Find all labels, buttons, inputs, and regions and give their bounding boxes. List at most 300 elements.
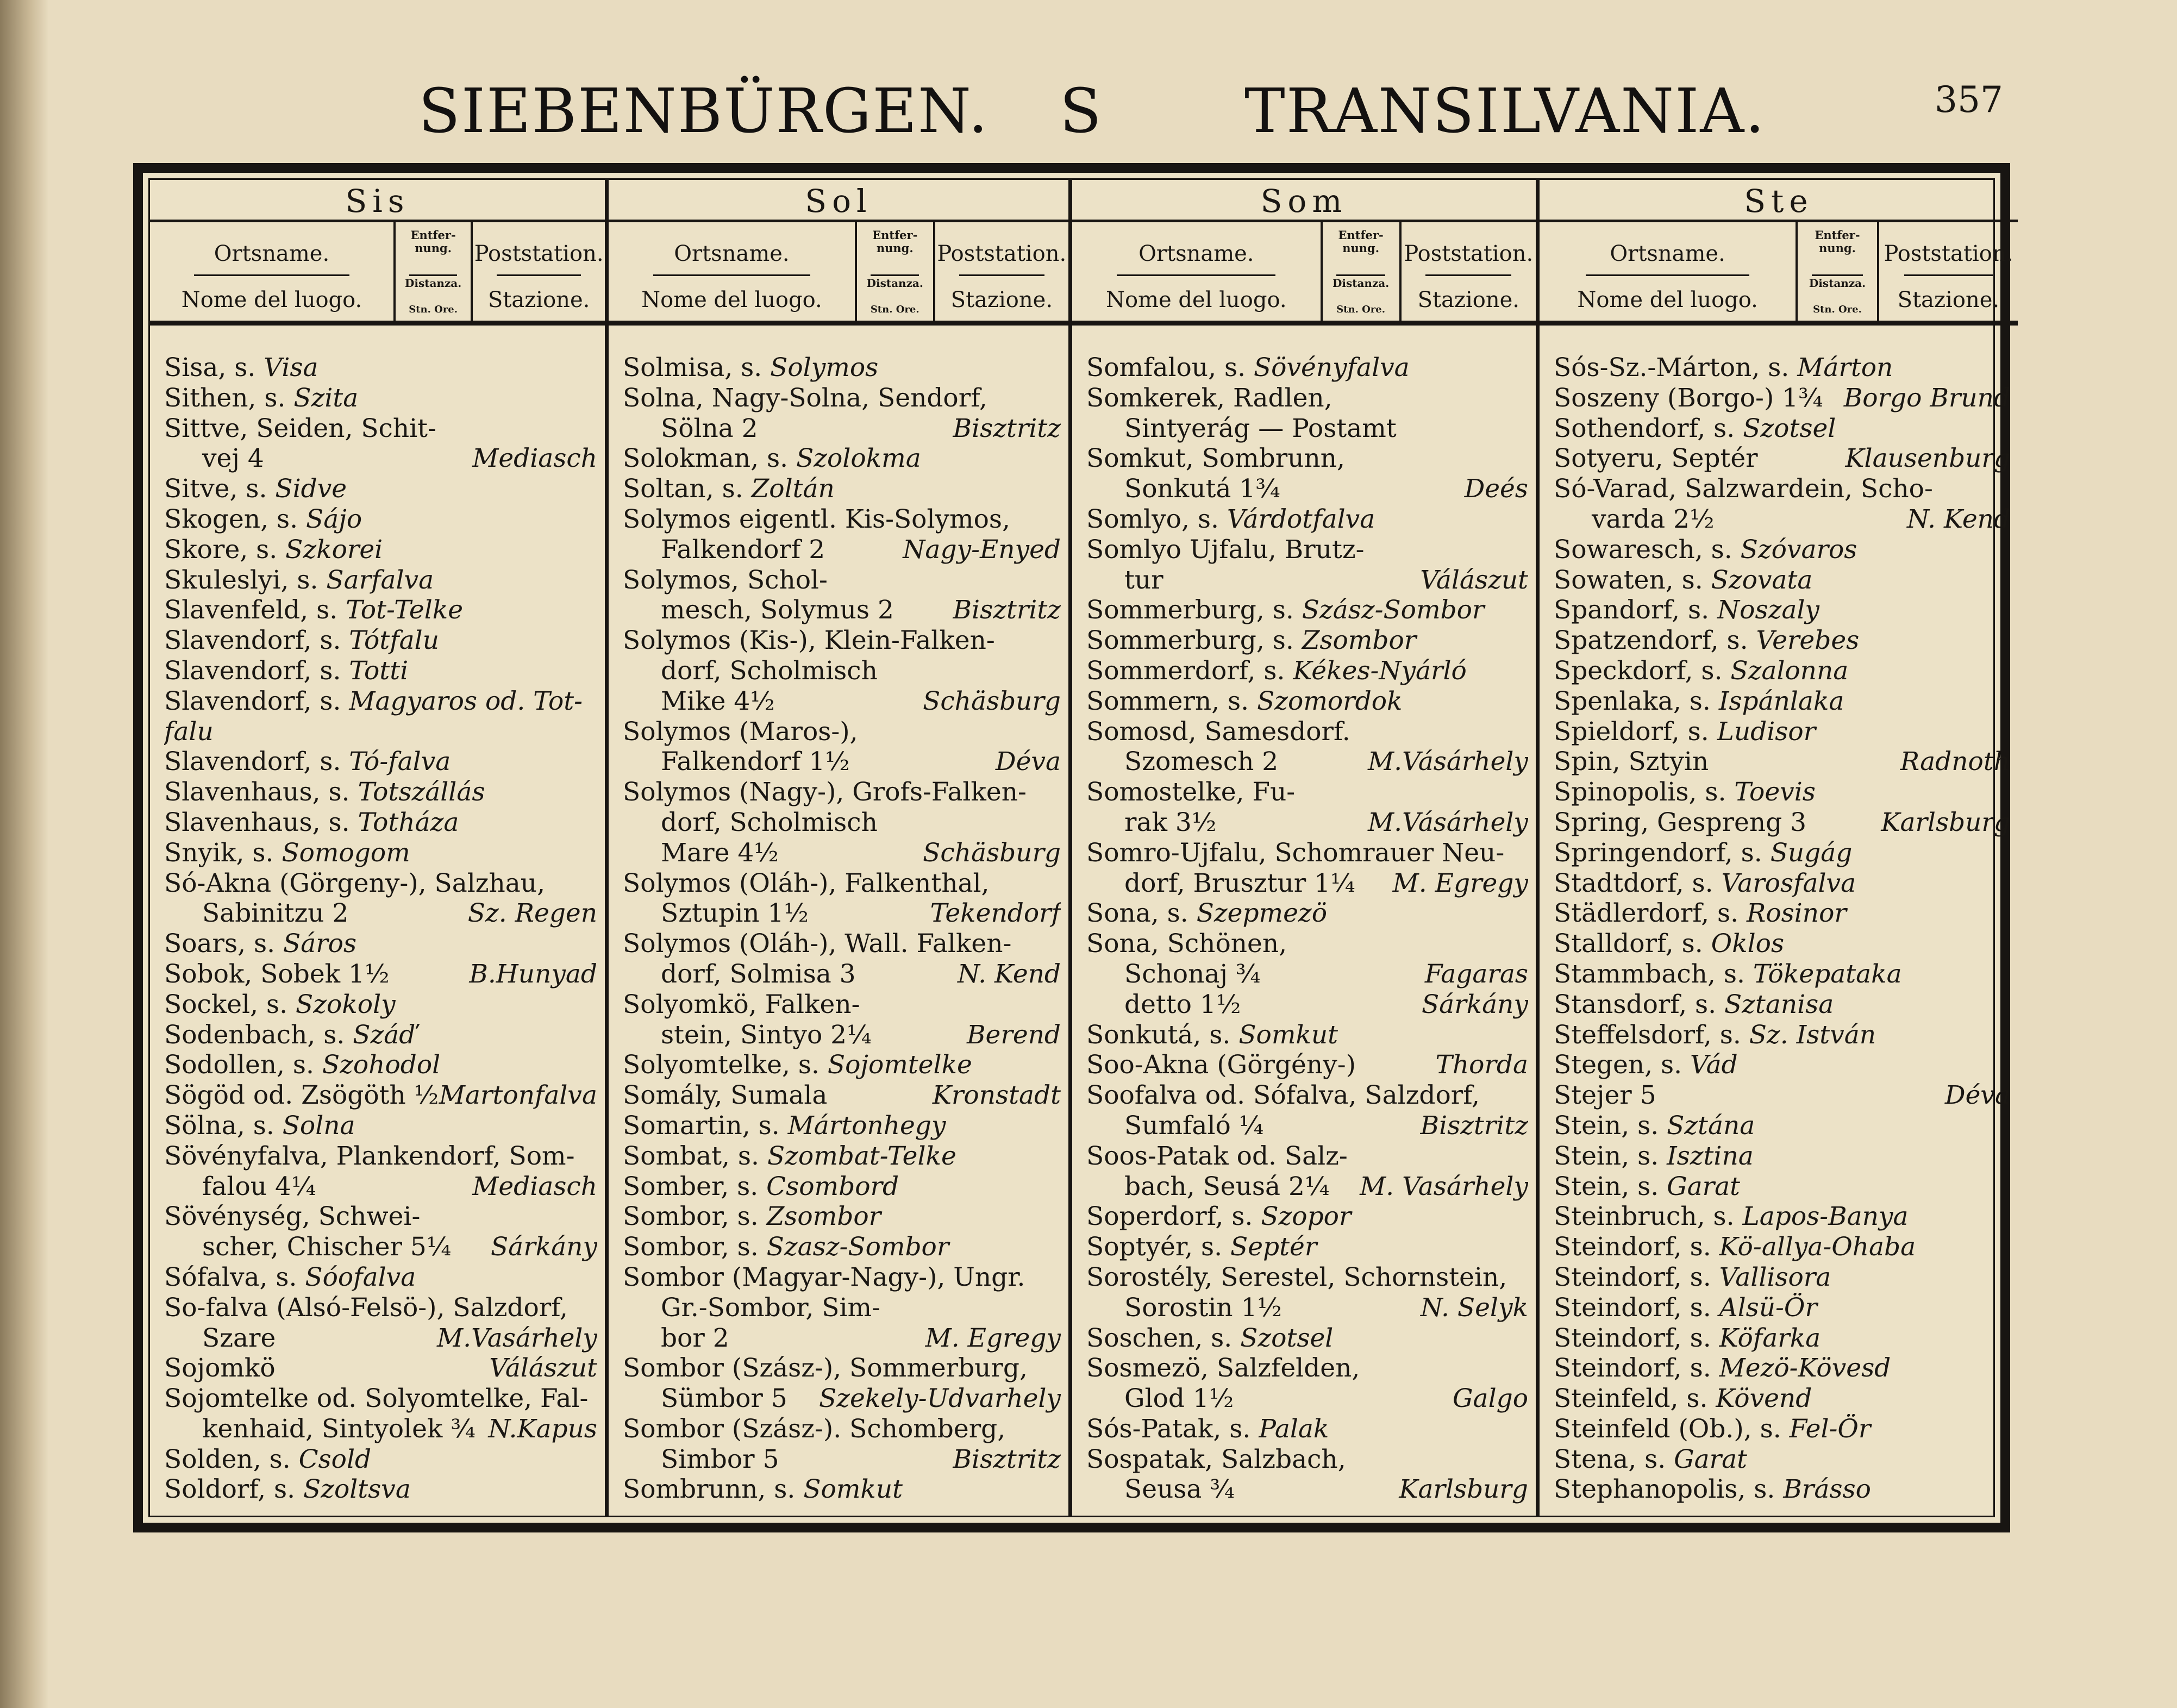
entry-text: Slavenhaus, s. xyxy=(164,777,350,808)
entry-reference: Tot-Telke xyxy=(346,595,464,625)
entry-text: Mike 4½ xyxy=(661,686,775,716)
header-divider xyxy=(871,274,919,276)
header-distance xyxy=(1798,222,1879,321)
gazetteer-entry xyxy=(1086,443,1528,474)
entry-text: Spinopolis, s. xyxy=(1554,777,1726,808)
gazetteer-entry xyxy=(164,504,597,535)
entry-reference: Tótfalu xyxy=(349,625,439,656)
gazetteer-entry xyxy=(623,1141,1061,1172)
header-name-it: Nome del luogo. xyxy=(641,287,822,312)
entry-text: Sós-Patak, s. xyxy=(1086,1413,1251,1444)
entry-station: Bisztritz xyxy=(953,413,1061,443)
gazetteer-entry xyxy=(1554,1232,2010,1262)
gazetteer-entry xyxy=(164,474,597,504)
entry-text: Sowaten, s. xyxy=(1554,565,1703,595)
entry-reference: Szász-Sombor xyxy=(1302,595,1485,625)
entry-text: Sombor, s. xyxy=(623,1232,759,1262)
entry-text: Sockel, s. xyxy=(164,989,288,1019)
entry-reference: Tökepataka xyxy=(1753,959,1902,989)
gazetteer-entry xyxy=(1554,1353,2010,1384)
entry-text: Spandorf, s. xyxy=(1554,595,1710,625)
gazetteer-entry xyxy=(1554,777,2010,808)
entry-text: Sonkutá 1¾ xyxy=(1124,474,1280,504)
entry-text: dorf, Brusztur 1¼ xyxy=(1124,868,1355,898)
gazetteer-entry xyxy=(623,1080,1061,1111)
entry-reference: Somkut xyxy=(1238,1019,1338,1050)
entry-reference: Sidve xyxy=(275,474,347,504)
header-post-station xyxy=(1879,222,2018,321)
entry-reference: Márton xyxy=(1797,353,1893,383)
entry-text: Sombrunn, s. xyxy=(623,1474,796,1505)
header-divider xyxy=(1586,274,1750,276)
entry-text: Steindorf, s. xyxy=(1554,1323,1711,1353)
gazetteer-entry xyxy=(164,1050,597,1080)
header-post-station xyxy=(935,222,1068,321)
column-title: Som xyxy=(1072,180,1536,222)
entry-text: Somartin, s. xyxy=(623,1110,780,1141)
entry-station: Déva xyxy=(995,747,1061,777)
gazetteer-entry xyxy=(1086,1384,1528,1414)
table-inner-border xyxy=(148,178,2013,1517)
header-dist-it: Distanza. xyxy=(405,277,462,290)
entry-text: Szomesch 2 xyxy=(1124,747,1279,777)
gazetteer-entry xyxy=(623,535,1061,565)
column-title: Sis xyxy=(150,180,605,222)
entry-text: Somosd, Samesdorf. xyxy=(1086,716,1350,747)
gazetteer-entry xyxy=(164,777,597,808)
header-name-it: Nome del luogo. xyxy=(181,287,362,312)
entry-station: Bisztritz xyxy=(953,1444,1061,1474)
entry-text: Sós-Sz.-Márton, s. xyxy=(1554,353,1790,383)
gazetteer-entry xyxy=(1554,625,2010,656)
gazetteer-entry xyxy=(164,1172,597,1202)
gazetteer-entry xyxy=(1554,929,2010,959)
entry-reference: Zsombor xyxy=(1302,625,1417,656)
entry-text: Slavenfeld, s. xyxy=(164,595,338,625)
entry-reference: Szotsel xyxy=(1240,1323,1334,1353)
entry-text: Sonkutá, s. xyxy=(1086,1019,1231,1050)
entry-text: Sombor, s. xyxy=(623,1202,759,1232)
gazetteer-entry xyxy=(1554,474,2010,504)
gazetteer-entry xyxy=(1086,1172,1528,1202)
entry-text: Sombat, s. xyxy=(623,1141,759,1171)
column-header xyxy=(150,222,605,326)
entry-text: Solymos (Nagy-), Grofs-Falken- xyxy=(623,777,1027,808)
entry-reference: Szolokma xyxy=(796,443,921,474)
entry-text: Steinfeld (Ob.), s. xyxy=(1554,1413,1781,1444)
gazetteer-entry xyxy=(623,747,1061,777)
column-header xyxy=(1540,222,2018,326)
entry-reference: Tó-falva xyxy=(349,747,451,777)
entry-text: Só-Akna (Görgeny-), Salzhau, xyxy=(164,868,546,898)
header-dist-de: Entfer- nung. xyxy=(1815,228,1860,255)
header-distance xyxy=(1323,222,1402,321)
gazetteer-entry xyxy=(1554,1080,2010,1111)
entry-text: Sabinitzu 2 xyxy=(202,898,349,929)
entry-list xyxy=(150,326,605,1505)
entry-text: Sisa, s. xyxy=(164,353,256,383)
entry-reference: Noszaly xyxy=(1717,595,1819,625)
gazetteer-entry xyxy=(1086,1414,1528,1444)
gazetteer-entry xyxy=(1554,1323,2010,1354)
gazetteer-entry xyxy=(164,1353,597,1384)
gazetteer-entry xyxy=(164,990,597,1020)
book-gutter-shadow xyxy=(0,0,49,1708)
gazetteer-entry xyxy=(1554,656,2010,686)
entry-reference: Totti xyxy=(349,655,409,686)
entry-text: Sojomtelke od. Solyomtelke, Fal- xyxy=(164,1384,589,1414)
entry-text: Stalldorf, s. xyxy=(1554,929,1703,959)
header-post-de: Poststation. xyxy=(1404,241,1534,266)
gazetteer-entry xyxy=(1554,959,2010,990)
gazetteer-entry xyxy=(1554,1020,2010,1050)
entry-station: Déva xyxy=(1944,1080,2010,1111)
header-title-german: SIEBENBÜRGEN. xyxy=(418,76,989,147)
gazetteer-entry xyxy=(1554,595,2010,625)
entry-reference: Garat xyxy=(1674,1444,1748,1474)
entry-text: Solden, s. xyxy=(164,1444,291,1474)
gazetteer-column-sis xyxy=(150,180,605,1516)
gazetteer-entry xyxy=(623,959,1061,990)
entry-reference: Szokoly xyxy=(296,989,396,1019)
gazetteer-entry xyxy=(623,353,1061,383)
gazetteer-entry xyxy=(1554,1111,2010,1141)
header-divider xyxy=(959,274,1044,276)
gazetteer-entry xyxy=(1554,383,2010,414)
entry-text: Sófalva, s. xyxy=(164,1262,297,1292)
entry-text: falou 4¼ xyxy=(202,1171,316,1202)
gazetteer-entry xyxy=(1086,656,1528,686)
gazetteer-entry xyxy=(1554,1293,2010,1323)
gazetteer-entry xyxy=(623,686,1061,717)
entry-text: Soptyér, s. xyxy=(1086,1232,1223,1262)
entry-text: Spin, Sztyin xyxy=(1554,747,1709,777)
entry-reference: Ludisor xyxy=(1717,716,1816,747)
entry-text: Somkut, Sombrunn, xyxy=(1086,443,1345,474)
column-title: Ste xyxy=(1540,180,2018,222)
entry-text: Soszeny (Borgo-) 1¾ xyxy=(1554,383,1823,413)
gazetteer-entry xyxy=(164,717,597,747)
entry-text: Sommern, s. xyxy=(1086,686,1249,716)
entry-station: Bisztritz xyxy=(1420,1110,1528,1141)
gazetteer-entry xyxy=(1554,535,2010,565)
entry-reference: Sugág xyxy=(1770,837,1853,868)
entry-text: Sintyerág — Postamt xyxy=(1124,413,1397,443)
entry-reference: Isztina xyxy=(1667,1141,1754,1171)
entry-reference: Kékes-Nyárló xyxy=(1293,655,1467,686)
gazetteer-entry xyxy=(1086,625,1528,656)
entry-list xyxy=(1540,326,2018,1505)
entry-text: Stammbach, s. xyxy=(1554,959,1745,989)
gazetteer-entry xyxy=(1554,565,2010,596)
entry-reference: Somkut xyxy=(803,1474,903,1505)
entry-text: Steindorf, s. xyxy=(1554,1232,1711,1262)
entry-text: Slavenhaus, s. xyxy=(164,807,350,837)
entry-text: Soltan, s. xyxy=(623,474,743,504)
header-name-it: Nome del luogo. xyxy=(1106,287,1287,312)
entry-text: Glod 1½ xyxy=(1124,1384,1234,1414)
entry-text: Sithen, s. xyxy=(164,383,286,413)
gazetteer-entry xyxy=(623,717,1061,747)
gazetteer-entry xyxy=(1086,959,1528,990)
header-name-de: Ortsname. xyxy=(1138,241,1254,266)
gazetteer-entry xyxy=(623,656,1061,686)
entry-station: Sárkány xyxy=(490,1232,597,1262)
gazetteer-entry xyxy=(164,383,597,414)
gazetteer-entry xyxy=(623,383,1061,414)
entry-reference: Totszállás xyxy=(358,777,485,808)
gazetteer-entry xyxy=(623,504,1061,535)
gazetteer-entry xyxy=(1086,383,1528,414)
header-post-de: Poststation. xyxy=(1884,241,2013,266)
gazetteer-entry xyxy=(1554,1384,2010,1414)
gazetteer-entry xyxy=(164,868,597,899)
gazetteer-entry xyxy=(164,1111,597,1141)
entry-text: Stein, s. xyxy=(1554,1141,1659,1171)
entry-text: Stein, s. xyxy=(1554,1171,1659,1202)
entry-text: Snyik, s. xyxy=(164,837,274,868)
gazetteer-entry xyxy=(623,1353,1061,1384)
gazetteer-entry xyxy=(164,1384,597,1414)
entry-text: bach, Seusá 2¼ xyxy=(1124,1171,1330,1202)
entry-station: Tekendorf xyxy=(930,898,1061,929)
entry-text: Falkendorf 1½ xyxy=(661,747,850,777)
gazetteer-entry xyxy=(164,959,597,990)
entry-text: Falkendorf 2 xyxy=(661,534,825,565)
gazetteer-column-ste xyxy=(1536,180,2018,1516)
gazetteer-entry xyxy=(623,1050,1061,1080)
entry-station: Berend xyxy=(967,1019,1061,1050)
entry-station: Válászut xyxy=(1420,565,1528,595)
entry-reference: Somogom xyxy=(281,837,410,868)
entry-station: Deés xyxy=(1464,474,1528,504)
entry-text: Spatzendorf, s. xyxy=(1554,625,1748,656)
entry-text: Sowaresch, s. xyxy=(1554,534,1732,565)
entry-text: Solokman, s. xyxy=(623,443,789,474)
entry-text: Somostelke, Fu- xyxy=(1086,777,1296,808)
entry-reference: Mezö-Kövesd xyxy=(1719,1353,1891,1384)
entry-text: Sorostély, Serestel, Schornstein, xyxy=(1086,1262,1507,1292)
gazetteer-entry xyxy=(623,443,1061,474)
entry-reference: Zoltán xyxy=(751,474,835,504)
gazetteer-entry xyxy=(164,565,597,596)
gazetteer-column-sol xyxy=(605,180,1068,1516)
entry-reference: Sarfalva xyxy=(326,565,434,595)
header-distance xyxy=(396,222,473,321)
gazetteer-entry xyxy=(1086,1293,1528,1323)
gazetteer-entry xyxy=(623,625,1061,656)
header-dist-it: Distanza. xyxy=(1809,277,1866,290)
gazetteer-entry xyxy=(1554,1262,2010,1293)
gazetteer-entry xyxy=(623,990,1061,1020)
entry-station: M.Vásárhely xyxy=(1368,807,1528,837)
header-title-italian: TRANSILVANIA. xyxy=(1244,76,1766,147)
gazetteer-entry xyxy=(623,565,1061,596)
entry-reference: Szohodol xyxy=(322,1050,441,1080)
entry-reference: Szoltsva xyxy=(303,1474,411,1505)
gazetteer-entry xyxy=(1086,595,1528,625)
gazetteer-entry xyxy=(623,929,1061,959)
gazetteer-entry xyxy=(1086,777,1528,808)
gazetteer-entry xyxy=(1086,1080,1528,1111)
gazetteer-entry xyxy=(623,1414,1061,1444)
gazetteer-entry xyxy=(1086,535,1528,565)
column-header xyxy=(1072,222,1536,326)
gazetteer-entry xyxy=(164,838,597,868)
gazetteer-column-som xyxy=(1068,180,1536,1516)
entry-reference: Kö-allya-Ohaba xyxy=(1719,1232,1916,1262)
entry-station: Kronstadt xyxy=(932,1080,1061,1111)
entry-text: tur xyxy=(1124,565,1163,595)
entry-text: Solymos (Kis-), Klein-Falken- xyxy=(623,625,995,656)
header-place-name xyxy=(1540,222,1798,321)
entry-text: Somfalou, s. xyxy=(1086,353,1246,383)
entry-reference: Rosinor xyxy=(1746,898,1847,929)
entry-text: Steindorf, s. xyxy=(1554,1292,1711,1323)
entry-text: dorf, Scholmisch xyxy=(661,807,878,837)
entry-reference: Zsombor xyxy=(766,1202,881,1232)
gazetteer-entry xyxy=(164,1444,597,1475)
gazetteer-entry xyxy=(1086,929,1528,959)
gazetteer-entry xyxy=(623,1232,1061,1262)
header-place-name xyxy=(1072,222,1323,321)
header-dist-unit: Stn. Ore. xyxy=(1813,304,1862,315)
entry-reference: Sáros xyxy=(283,929,357,959)
header-divider xyxy=(1812,274,1862,276)
gazetteer-entry xyxy=(1086,838,1528,868)
gazetteer-entry xyxy=(164,1080,597,1111)
entry-text: Stadtdorf, s. xyxy=(1554,868,1713,898)
gazetteer-entry xyxy=(164,1202,597,1232)
entry-station: Szekely-Udvarhely xyxy=(819,1384,1061,1414)
gazetteer-entry xyxy=(1086,1232,1528,1262)
entry-text: Sombor (Szász-), Sommerburg, xyxy=(623,1353,1028,1384)
entry-station: N. Kend xyxy=(957,959,1061,989)
gazetteer-entry xyxy=(623,595,1061,625)
entry-station: Schäsburg xyxy=(923,837,1061,868)
entry-text: Solymos, Schol- xyxy=(623,565,828,595)
entry-text: stein, Sintyo 2¼ xyxy=(661,1019,872,1050)
gazetteer-entry xyxy=(623,414,1061,444)
entry-reference: Sövényfalva xyxy=(1253,353,1410,383)
entry-text: Sztupin 1½ xyxy=(661,898,809,929)
entry-reference: Sóofalva xyxy=(305,1262,416,1292)
gazetteer-entry xyxy=(1086,1050,1528,1080)
entry-text: Soos-Patak od. Salz- xyxy=(1086,1141,1348,1171)
gazetteer-entry xyxy=(623,1444,1061,1475)
gazetteer-entry xyxy=(1554,808,2010,838)
entry-reference: Száď xyxy=(353,1019,416,1050)
header-dist-de: Entfer- nung. xyxy=(872,228,918,255)
header-post-de: Poststation. xyxy=(474,241,604,266)
entry-text: Städlerdorf, s. xyxy=(1554,898,1739,929)
entry-text: dorf, Solmisa 3 xyxy=(661,959,856,989)
entry-reference: Sztanisa xyxy=(1724,989,1834,1019)
column-title: Sol xyxy=(609,180,1068,222)
entry-text: Somály, Sumala xyxy=(623,1080,828,1111)
entry-text: Sögöd od. Zsögöth ½ xyxy=(164,1080,439,1111)
entry-reference: Szomordok xyxy=(1257,686,1403,716)
entry-text: Soldorf, s. xyxy=(164,1474,296,1505)
gazetteer-entry xyxy=(623,808,1061,838)
entry-reference: Garat xyxy=(1667,1171,1741,1202)
entry-text: Sövényfalva, Plankendorf, Som- xyxy=(164,1141,575,1171)
page-header xyxy=(0,65,2177,158)
entry-station: M. Vasárhely xyxy=(1360,1171,1528,1202)
entry-reference: Sájo xyxy=(306,504,362,534)
gazetteer-entry xyxy=(623,1111,1061,1141)
header-divider xyxy=(409,274,458,276)
entry-text: Springendorf, s. xyxy=(1554,837,1762,868)
header-divider xyxy=(194,274,350,276)
gazetteer-entry xyxy=(1554,443,2010,474)
entry-reference: Szkorei xyxy=(285,534,383,565)
gazetteer-entry xyxy=(1086,1141,1528,1172)
entry-text: Solymos (Maros-), xyxy=(623,716,858,747)
entry-text: Sommerburg, s. xyxy=(1086,595,1294,625)
entry-text: Sitve, s. xyxy=(164,474,267,504)
gazetteer-entry xyxy=(1086,504,1528,535)
entry-text: Skuleslyi, s. xyxy=(164,565,318,595)
header-name-de: Ortsname. xyxy=(214,241,330,266)
entry-text: rak 3½ xyxy=(1124,807,1217,837)
gazetteer-entry xyxy=(1554,1474,2010,1505)
column-header xyxy=(609,222,1068,326)
entry-reference: Mártonhegy xyxy=(787,1110,946,1141)
entry-list xyxy=(1072,326,1536,1505)
entry-text: Stegen, s. xyxy=(1554,1050,1682,1080)
gazetteer-entry xyxy=(623,1172,1061,1202)
entry-list xyxy=(609,326,1068,1505)
gazetteer-entry xyxy=(1086,1444,1528,1475)
entry-text: kenhaid, Sintyolek ¾ xyxy=(202,1413,476,1444)
entry-text: Speckdorf, s. xyxy=(1554,655,1723,686)
gazetteer-entry xyxy=(623,838,1061,868)
entry-station: Bisztritz xyxy=(953,595,1061,625)
entry-reference: Szombat-Telke xyxy=(767,1141,956,1171)
entry-text: Sorostin 1½ xyxy=(1124,1292,1282,1323)
entry-station: Karlsburg xyxy=(1881,807,2010,837)
entry-reference: Varosfalva xyxy=(1721,868,1856,898)
gazetteer-entry xyxy=(1086,717,1528,747)
entry-text: Sommerburg, s. xyxy=(1086,625,1294,656)
entry-reference: Csold xyxy=(298,1444,372,1474)
entry-station: Nagy-Enyed xyxy=(903,534,1061,565)
entry-text: Skogen, s. xyxy=(164,504,298,534)
entry-station: Sz. Regen xyxy=(467,898,597,929)
gazetteer-entry xyxy=(164,747,597,777)
entry-reference: Visa xyxy=(264,353,318,383)
entry-station: Mediasch xyxy=(472,443,597,474)
entry-text: Spring, Gespreng 3 xyxy=(1554,807,1807,837)
entry-station: Karlsburg xyxy=(1399,1474,1528,1505)
entry-station: Radnoth xyxy=(1900,747,2010,777)
entry-reference: Sojomtelke xyxy=(827,1050,972,1080)
page-number: 357 xyxy=(1935,79,2003,121)
gazetteer-entry xyxy=(623,868,1061,899)
header-post-it: Stazione. xyxy=(1417,287,1520,312)
gazetteer-entry xyxy=(164,1020,597,1050)
entry-text: Stena, s. xyxy=(1554,1444,1666,1474)
entry-station: N. Kend xyxy=(1906,504,2010,534)
entry-text: Sittve, Seiden, Schit- xyxy=(164,413,436,443)
entry-text: Sombor (Szász-). Schomberg, xyxy=(623,1413,1006,1444)
gazetteer-entry xyxy=(164,1474,597,1505)
gazetteer-entry xyxy=(1086,1202,1528,1232)
entry-text: Sojomkö xyxy=(164,1353,276,1384)
entry-reference: Palak xyxy=(1259,1413,1329,1444)
entry-station: Sárkány xyxy=(1421,989,1528,1019)
